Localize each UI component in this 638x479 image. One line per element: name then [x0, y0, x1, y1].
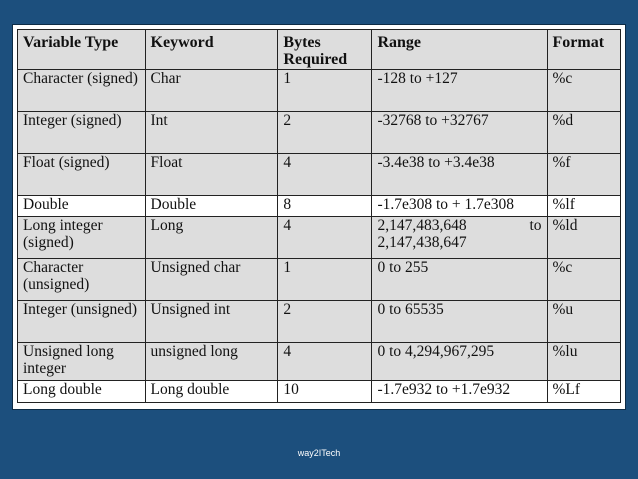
cell-bytes: 4 [278, 154, 372, 196]
table-row [18, 259, 621, 301]
cell-variable-type: Long double [18, 381, 146, 403]
table-row [18, 154, 621, 196]
cell-bytes: 1 [278, 259, 372, 301]
cell-bytes: 10 [278, 381, 372, 403]
table-row [18, 70, 621, 112]
cell-range: 0 to 4,294,967,295 [372, 343, 547, 381]
cell-bytes: 8 [278, 196, 372, 217]
cell-format: %c [547, 259, 621, 301]
cell-range: -128 to +127 [372, 70, 547, 112]
cell-keyword: Unsigned char [145, 259, 278, 301]
cell-range [372, 217, 547, 259]
table-row [18, 301, 621, 343]
slide-content-frame [12, 24, 626, 410]
cell-bytes: 2 [278, 301, 372, 343]
table-row [18, 217, 621, 259]
footer-brand-text: way2ITech [297, 448, 341, 458]
cell-range: -1.7e308 to + 1.7e308 [372, 196, 547, 217]
table-row [18, 196, 621, 217]
table-header-row [18, 30, 621, 70]
cell-range: 0 to 65535 [372, 301, 547, 343]
cell-keyword: Long [145, 217, 278, 259]
cell-bytes: 4 [278, 217, 372, 259]
cell-variable-type: Integer (unsigned) [18, 301, 146, 343]
cell-bytes: 1 [278, 70, 372, 112]
table-row [18, 381, 621, 403]
cell-format: %f [547, 154, 621, 196]
cell-keyword: Unsigned int [145, 301, 278, 343]
cell-range: -32768 to +32767 [372, 112, 547, 154]
cell-bytes: 4 [278, 343, 372, 381]
cell-format: %lu [547, 343, 621, 381]
range-upper: 2,147,438,647 [377, 233, 467, 251]
header-keyword: Keyword [145, 30, 278, 70]
cell-format: %d [547, 112, 621, 154]
cell-keyword: Char [145, 70, 278, 112]
data-types-table [17, 29, 621, 403]
cell-keyword: Long double [145, 381, 278, 403]
cell-format: %lf [547, 196, 621, 217]
cell-format: %Lf [547, 381, 621, 403]
cell-range: -1.7e932 to +1.7e932 [372, 381, 547, 403]
cell-variable-type: Integer (signed) [18, 112, 146, 154]
cell-format: %c [547, 70, 621, 112]
table-row [18, 112, 621, 154]
cell-range: 0 to 255 [372, 259, 547, 301]
range-to: to [529, 217, 542, 234]
cell-format: %u [547, 301, 621, 343]
cell-keyword: unsigned long [145, 343, 278, 381]
header-variable-type: Variable Type [18, 30, 146, 70]
cell-format: %ld [547, 217, 621, 259]
cell-range: -3.4e38 to +3.4e38 [372, 154, 547, 196]
cell-variable-type: Long integer (signed) [18, 217, 146, 259]
cell-variable-type: Character (unsigned) [18, 259, 146, 301]
table-row [18, 343, 621, 381]
cell-keyword: Double [145, 196, 278, 217]
header-format: Format [547, 30, 621, 70]
header-range: Range [372, 30, 547, 70]
cell-variable-type: Double [18, 196, 146, 217]
range-lower: 2,147,483,648 [377, 217, 467, 234]
header-bytes-required: Bytes Required [278, 30, 372, 70]
cell-keyword: Int [145, 112, 278, 154]
cell-keyword: Float [145, 154, 278, 196]
cell-variable-type: Unsigned long integer [18, 343, 146, 381]
cell-variable-type: Float (signed) [18, 154, 146, 196]
cell-bytes: 2 [278, 112, 372, 154]
cell-variable-type: Character (signed) [18, 70, 146, 112]
